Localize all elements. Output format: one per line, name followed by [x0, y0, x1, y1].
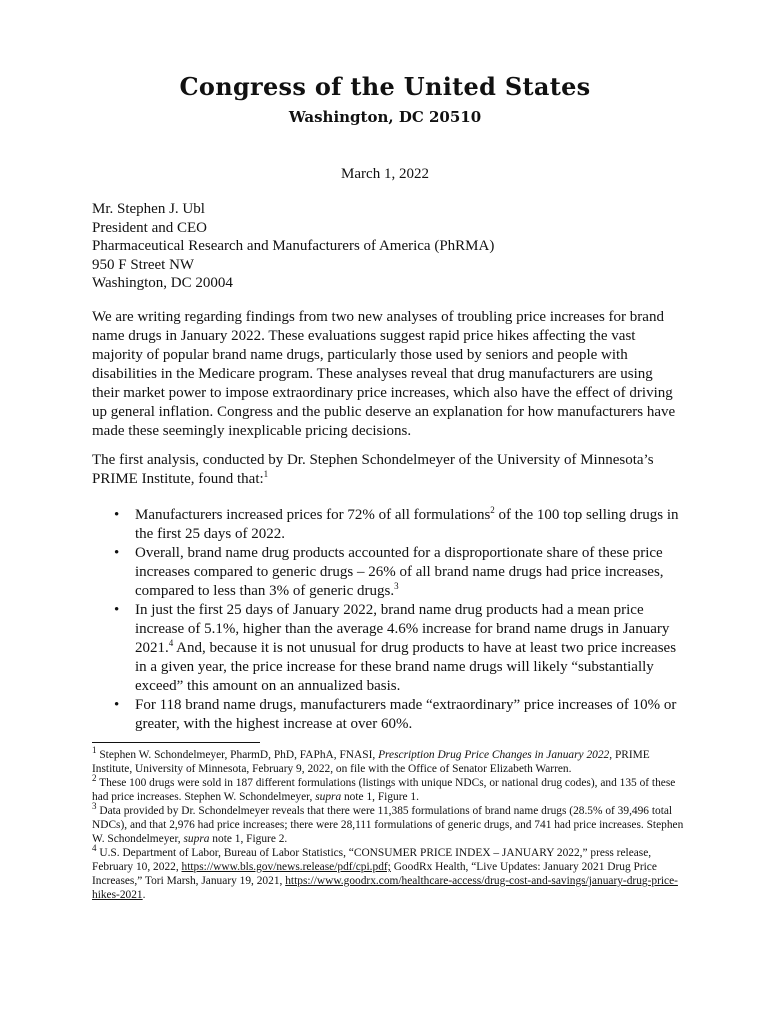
letterhead-subtitle: Washington, DC 20510	[288, 108, 482, 126]
footnote-ref-2: 2	[490, 505, 495, 515]
footnote-2-text-b: note 1, Figure 1.	[341, 791, 419, 803]
list-item	[92, 506, 682, 544]
footnote-1-text-b: , PRIME Institute, University of Minnesota, February 9, 2022, on file with the Office of Senator Elizabeth Warren.	[92, 749, 650, 775]
letterhead-title: Congress of the United States	[179, 72, 591, 101]
footnote-4-text-a: U.S. Department of Labor, Bureau of Labor Statistics, “CONSUMER PRICE INDEX – JANUARY 2022,” press release, February 10, 2022,	[92, 847, 652, 873]
footnote-number: 1	[92, 745, 97, 756]
footnote-ref-4: 4	[168, 638, 174, 648]
footnote-1-report-title: Prescription Drug Price Changes in January 2022	[378, 749, 610, 761]
list-item	[92, 601, 682, 696]
bls-cpi-link[interactable]: https://www.bls.gov/news.release/pdf/cpi.pdf;	[181, 861, 391, 873]
goodrx-article-link[interactable]: https://www.goodrx.com/healthcare-access/drug-cost-and-savings/january-drug-price-hikes-2021	[92, 875, 678, 901]
footnote-divider	[92, 742, 260, 743]
findings-list	[92, 506, 682, 734]
bullet-4-text: For 118 brand name drugs, manufacturers made “extraordinary” price increases of 10% or greater, with the highest increase at over 60%.	[135, 697, 677, 732]
footnote-4	[92, 843, 684, 902]
footnote-2-supra: supra	[315, 791, 342, 803]
bullet-icon: •	[114, 602, 120, 618]
footnote-ref-1: 1	[263, 469, 269, 479]
footnote-ref-3: 3	[394, 581, 399, 591]
footnote-3-text-a: Data provided by Dr. Schondelmeyer reveals that there were 11,385 formulations of brand name drugs (28.5% of 39,496 total NDCs), and that 2,976 had price increases; there were 28,111 formulations of generic drugs, and 741 had price increases. Stephen W. Schondelmeyer,	[92, 805, 684, 845]
footnote-number: 2	[92, 773, 97, 784]
bullet-1-text-b: of the 100 top selling drugs in the first 25 days of 2022.	[135, 507, 679, 542]
body-paragraph-1: We are writing regarding findings from two new analyses of troubling price increases for brand name drugs in January 2022. These evaluations suggest rapid price hikes affecting the vast majority of popular brand name drugs, particularly those used by seniors and people with disabilities in the Medicare program. These analyses reveal that drug manufacturers are using their market power to impose extraordinary price increases, which also have the effect of driving up general inflation. Congress and the public deserve an explanation for how manufacturers have made these seemingly inexplicable pricing decisions.	[92, 309, 676, 439]
recipient-organization: Pharmaceutical Research and Manufacturers of America (PhRMA)	[92, 238, 495, 254]
bullet-icon: •	[114, 545, 120, 561]
list-item	[92, 544, 682, 601]
letter-date: March 1, 2022	[341, 166, 429, 182]
bullet-3-text-b: And, because it is not unusual for drug products to have at least two price increases in a given year, the price increase for these brand name drugs will likely “substantially exceed” this amount on an annualized basis.	[135, 640, 677, 694]
bullet-1-text-a: Manufacturers increased prices for 72% of all formulations	[135, 507, 491, 523]
footnote-4-text-b: GoodRx Health, “Live Updates: January 2021 Drug Price Increases,” Tori Marsh, January 19, 2021,	[92, 861, 657, 887]
recipient-street: 950 F Street NW	[92, 256, 195, 273]
footnote-4-text-c: .	[142, 889, 146, 901]
body-paragraph-2	[92, 451, 682, 489]
recipient-address	[92, 200, 494, 293]
footnote-1	[92, 745, 684, 776]
bullet-2-text: Overall, brand name drug products accounted for a disproportionate share of these price increases compared to generic drugs – 26% of all brand name drugs had price increases, compared to less than 3% of generic drugs.	[135, 545, 664, 599]
bullet-icon: •	[114, 507, 120, 523]
bullet-3-text-a: In just the first 25 days of January 2022, brand name drug products had a mean price increase of 5.1%, higher than the average 4.6% increase for brand name drugs in January 2021.	[135, 602, 670, 656]
footnote-2	[92, 773, 684, 804]
bullet-icon: •	[114, 697, 120, 713]
recipient-city: Washington, DC 20004	[92, 275, 233, 291]
footnote-1-text-a: Stephen W. Schondelmeyer, PharmD, PhD, FAPhA, FNASI,	[96, 749, 379, 761]
footnote-3-text-b: note 1, Figure 2.	[209, 833, 288, 845]
footnote-2-text-a: These 100 drugs were sold in 187 different formulations (listings with unique NDCs, or national drug codes), and 135 of these had price increases. Stephen W. Schondelmeyer,	[92, 777, 676, 803]
recipient-name: Mr. Stephen J. Ubl	[92, 201, 205, 217]
footnote-number: 3	[92, 801, 97, 812]
footnote-3-supra: supra	[183, 833, 210, 845]
paragraph-2-text: The first analysis, conducted by Dr. Stephen Schondelmeyer of the University of Minnesota’s PRIME Institute, found that:	[92, 452, 654, 487]
footnote-3	[92, 801, 684, 846]
footnotes	[92, 745, 684, 902]
list-item	[92, 696, 682, 734]
recipient-title: President and CEO	[92, 219, 207, 236]
footnote-number: 4	[92, 843, 97, 854]
